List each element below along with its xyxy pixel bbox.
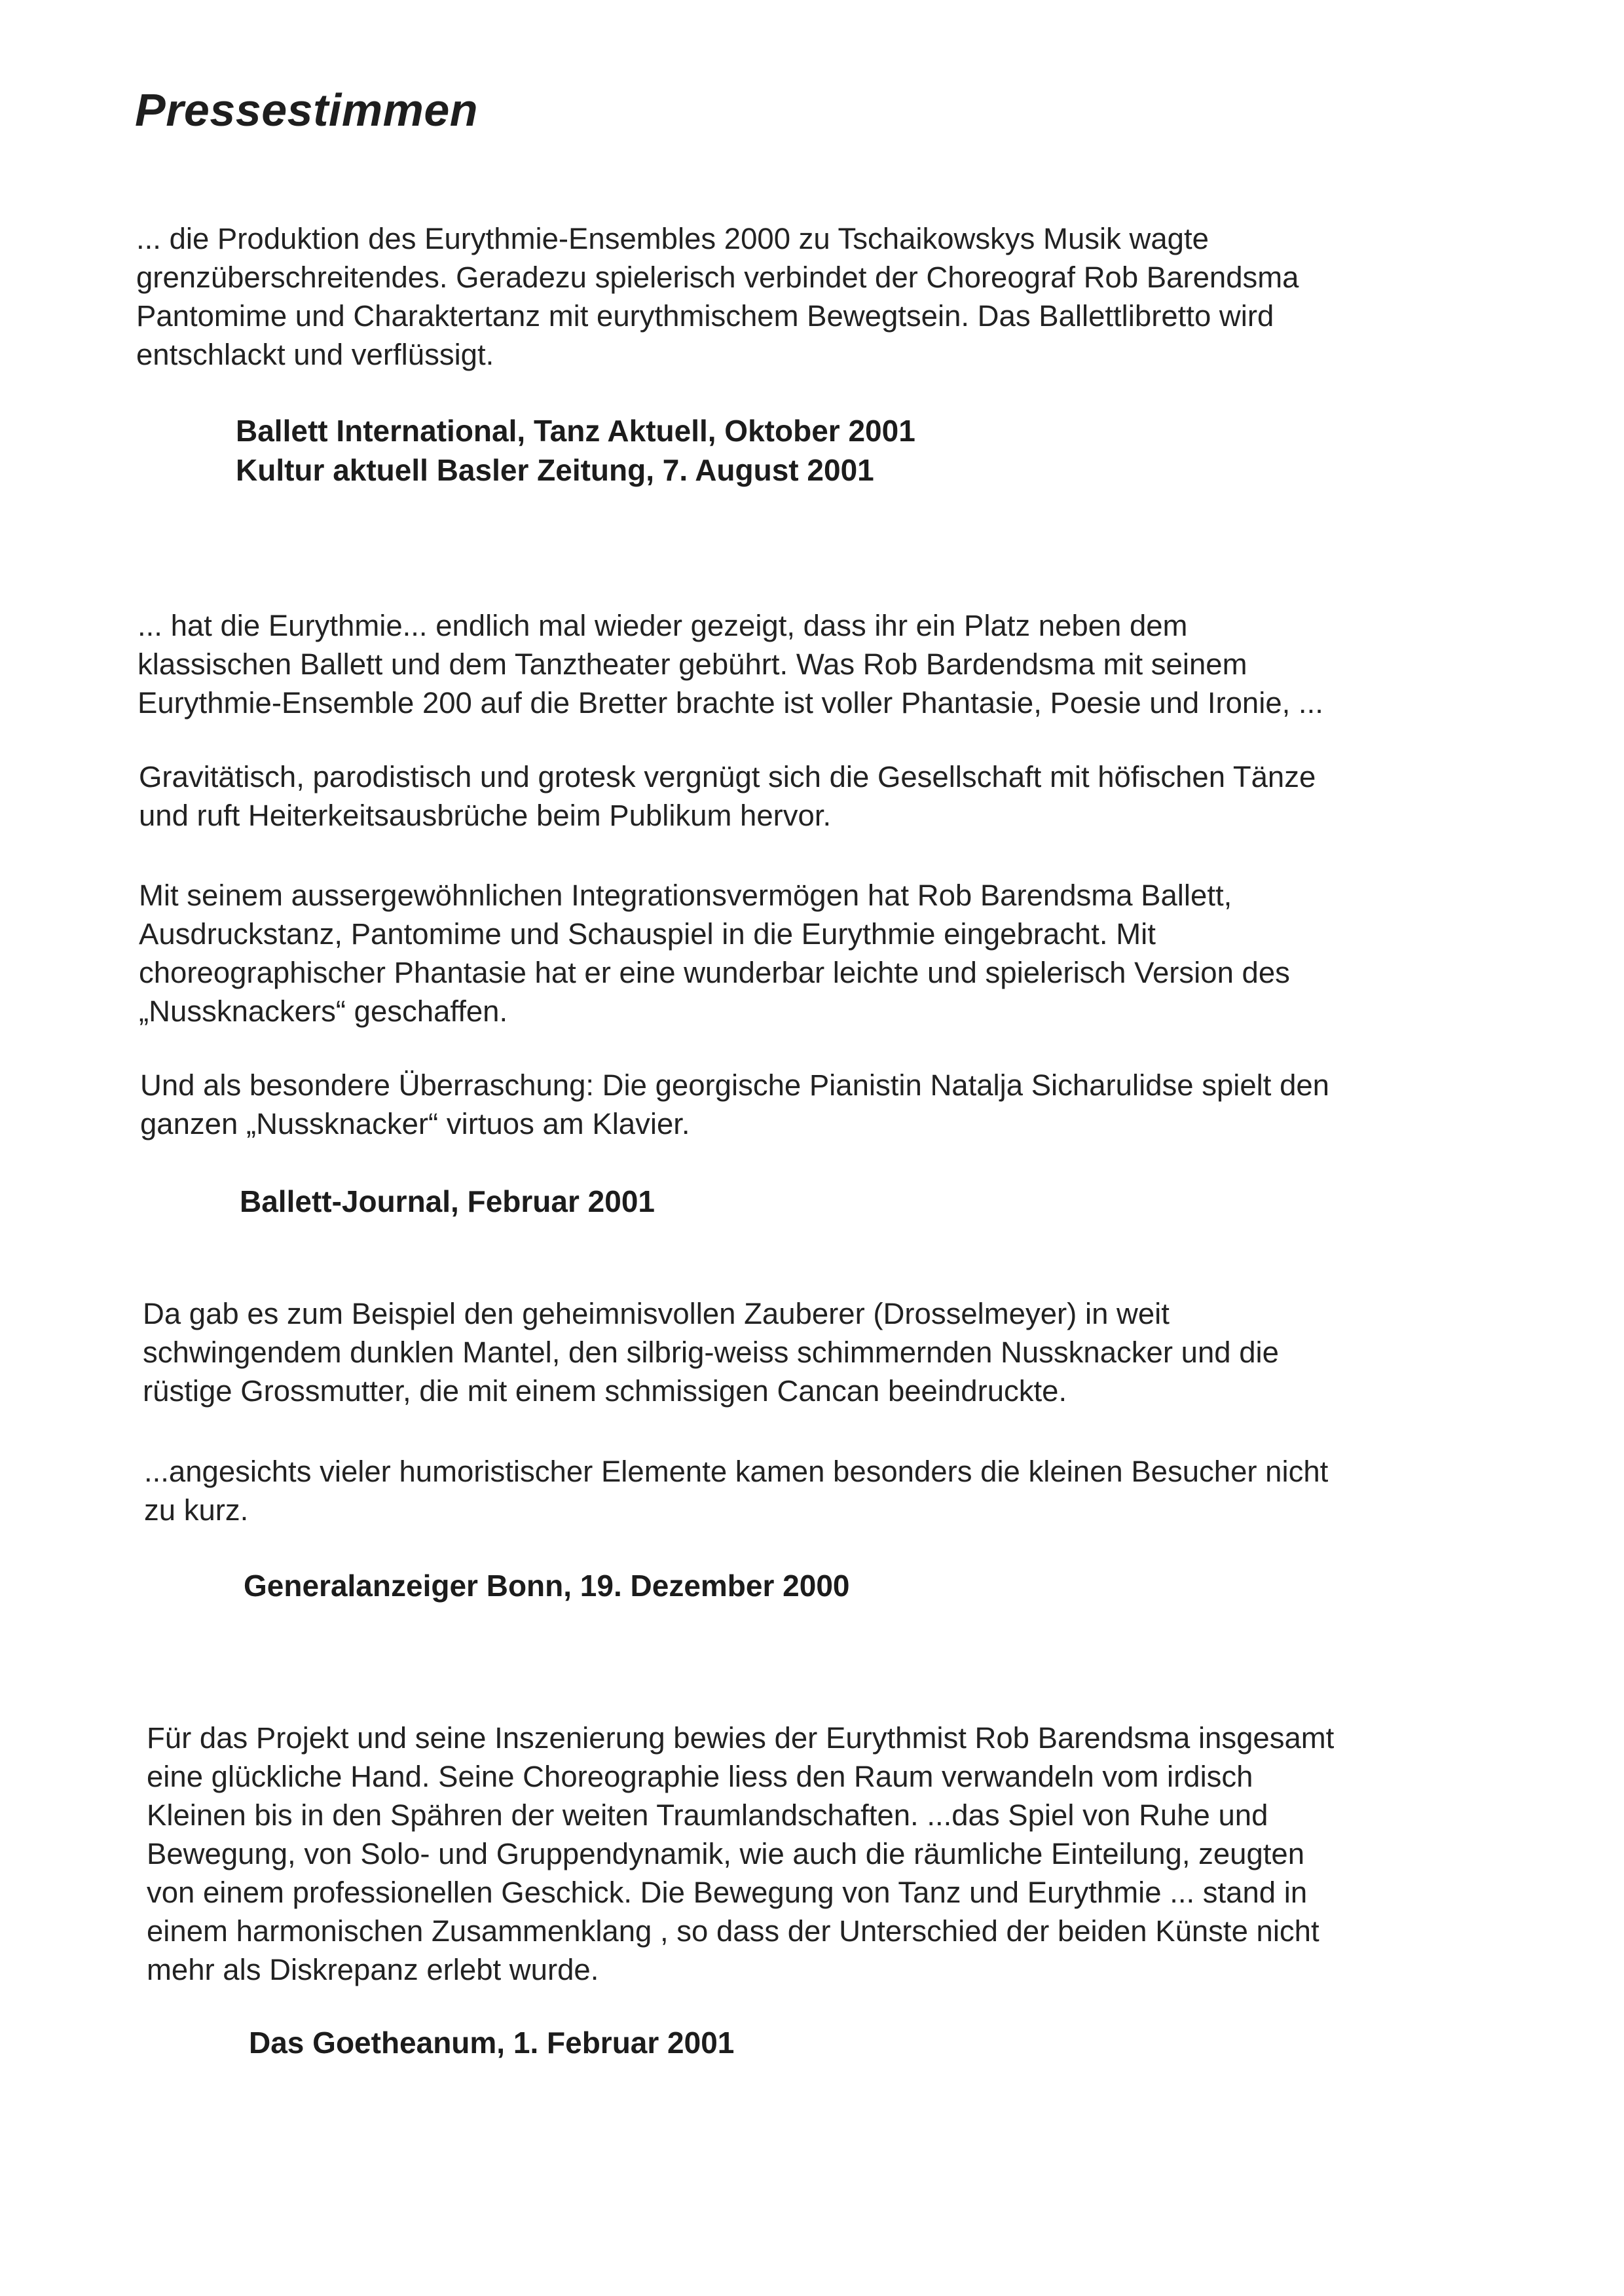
review-4-paragraph-1: Für das Projekt und seine Inszenierung bewies der Eurythmist Rob Barendsma insgesamt eine glückliche Hand. Seine Choreographie liess den Raum verwandeln vom irdisch Kleinen bis in den Spähren der weiten Traumlandschaften. ...das Spiel von Ruhe und Bewegung, von Solo- und Gruppendynamik, wie auch die räumliche Einteilung, zeugten von einem professionellen Geschick. Die Bewegung von Tanz und Eurythmie ... stand in einem harmonischen Zusammenklang , so dass der Unterschied der beiden Künste nicht mehr als Diskrepanz erlebt wurde.	[147, 1721, 1335, 1986]
review-4-source-1: Das Goetheanum, 1. Februar 2001	[249, 2026, 735, 2060]
review-2-source-1: Ballett-Journal, Februar 2001	[240, 1184, 655, 1218]
review-1-paragraph-1: ... die Produktion des Eurythmie-Ensembles 2000 zu Tschaikowskys Musik wagte grenzüberschreitendes. Geradezu spielerisch verbindet der Choreograf Rob Barendsma Pantomime und Charaktertanz mit eurythmischem Bewegtsein. Das Ballettlibretto wird entschlackt und verflüssigt.	[136, 222, 1299, 371]
review-2-paragraph-1: ... hat die Eurythmie... endlich mal wieder gezeigt, dass ihr ein Platz neben dem klassischen Ballett und dem Tanztheater gebührt. Was Rob Bardendsma mit seinem Eurythmie-Ensemble 200 auf die Bretter brachte ist voller Phantasie, Poesie und Ironie, ...	[138, 609, 1323, 720]
review-2-paragraph-2: Gravitätisch, parodistisch und grotesk vergnügt sich die Gesellschaft mit höfischen Tänze und ruft Heiterkeitsausbrüche beim Publikum hervor.	[139, 760, 1316, 832]
page-title: Pressestimmen	[135, 84, 479, 136]
review-2-paragraph-3: Mit seinem aussergewöhnlichen Integrationsvermögen hat Rob Barendsma Ballett, Ausdruckstanz, Pantomime und Schauspiel in die Eurythmie eingebracht. Mit choreographischer Phantasie hat er eine wunderbar leichte und spielerisch Version des „Nussknackers“ geschaffen.	[139, 879, 1290, 1028]
review-3-paragraph-2: ...angesichts vieler humoristischer Elemente kamen besonders die kleinen Besucher nicht zu kurz.	[144, 1455, 1329, 1527]
review-1-source-2: Kultur aktuell Basler Zeitung, 7. August 2001	[236, 453, 874, 487]
review-2-paragraph-4: Und als besondere Überraschung: Die georgische Pianistin Natalja Sicharulidse spielt den ganzen „Nussknacker“ virtuos am Klavier.	[140, 1068, 1329, 1140]
review-3-source-1: Generalanzeiger Bonn, 19. Dezember 2000	[244, 1569, 850, 1603]
review-3-paragraph-1: Da gab es zum Beispiel den geheimnisvollen Zauberer (Drosselmeyer) in weit schwingendem dunklen Mantel, den silbrig-weiss schimmernden Nussknacker und die rüstige Grossmutter, die mit einem schmissigen Cancan beeindruckte.	[143, 1297, 1279, 1408]
review-1-source-1: Ballett International, Tanz Aktuell, Oktober 2001	[236, 414, 915, 448]
